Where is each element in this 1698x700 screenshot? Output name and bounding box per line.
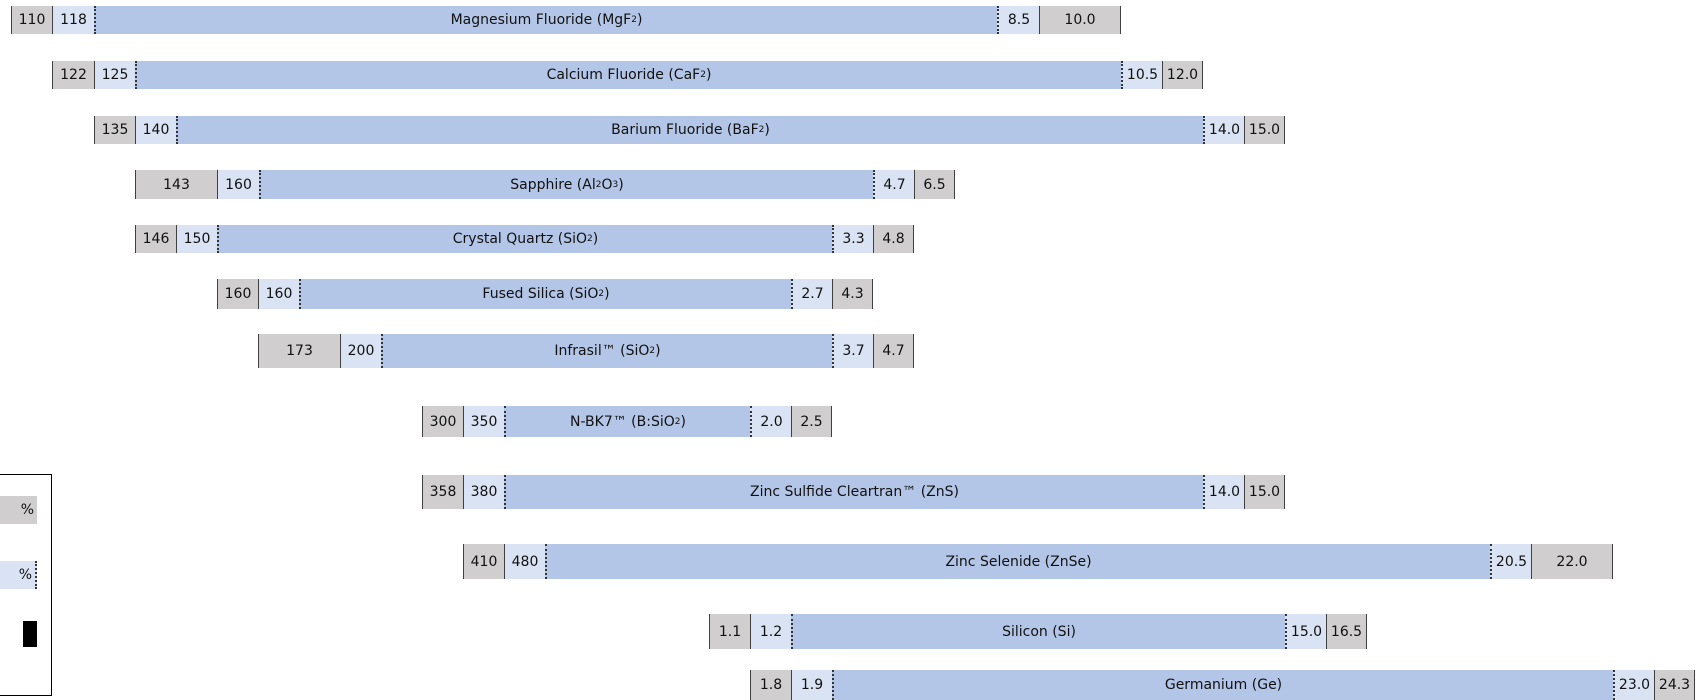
bar-outer-end-6: 4.7	[873, 334, 914, 368]
bar-outer-start-7: 300	[422, 406, 463, 437]
bar-outer-end-7: 2.5	[791, 406, 832, 437]
bar-inner-start-7: 350	[463, 406, 504, 437]
legend-item-black	[23, 620, 37, 648]
bar-inner-end-5: 2.7	[791, 279, 832, 309]
bar-outer-start-2: 135	[94, 116, 135, 144]
bar-inner-start-4: 150	[176, 225, 217, 253]
bar-outer-start-9: 410	[463, 544, 504, 579]
bar-inner-start-8: 380	[463, 475, 504, 509]
bar-outer-end-0: 10.0	[1039, 6, 1121, 34]
bar-inner-start-5: 160	[258, 279, 299, 309]
bar-outer-end-2: 15.0	[1244, 116, 1285, 144]
bar-outer-start-11: 1.8	[750, 670, 791, 700]
legend-item-outer-label: %	[20, 502, 34, 518]
bar-inner-end-10: 15.0	[1285, 614, 1326, 649]
legend-item-outer	[0, 496, 37, 524]
bar-outer-end-1: 12.0	[1162, 61, 1203, 89]
bar-inner-end-2: 14.0	[1203, 116, 1244, 144]
bar-outer-end-8: 15.0	[1244, 475, 1285, 509]
bar-outer-end-10: 16.5	[1326, 614, 1367, 649]
legend-item-inner	[0, 561, 37, 589]
bar-outer-start-8: 358	[422, 475, 463, 509]
bar-inner-start-9: 480	[504, 544, 545, 579]
bar-outer-start-3: 143	[135, 170, 217, 199]
bar-main-2: Barium Fluoride (BaF 2 )	[176, 116, 1203, 144]
bar-outer-end-4: 4.8	[873, 225, 914, 253]
bar-inner-end-6: 3.7	[832, 334, 873, 368]
bar-inner-end-7: 2.0	[750, 406, 791, 437]
bar-main-8: Zinc Sulfide Cleartran™ (ZnS)	[504, 475, 1203, 509]
bar-outer-start-5: 160	[217, 279, 258, 309]
bar-main-9: Zinc Selenide (ZnSe)	[545, 544, 1490, 579]
bar-main-7: N-BK7™ (B:SiO 2 )	[504, 406, 750, 437]
bar-main-3: Sapphire (Al 2 O 3 )	[259, 170, 873, 199]
bar-main-6: Infrasil™ (SiO 2 )	[381, 334, 832, 368]
legend-item-inner-label: %	[18, 567, 32, 583]
bar-main-1: Calcium Fluoride (CaF 2 )	[135, 61, 1121, 89]
bar-inner-end-11: 23.0	[1613, 670, 1654, 700]
bar-inner-end-8: 14.0	[1203, 475, 1244, 509]
bar-inner-end-9: 20.5	[1490, 544, 1531, 579]
chart-legend	[0, 474, 52, 696]
bar-inner-start-2: 140	[135, 116, 176, 144]
bar-outer-end-5: 4.3	[832, 279, 873, 309]
bar-inner-end-0: 8.5	[997, 6, 1039, 34]
bar-inner-start-11: 1.9	[791, 670, 832, 700]
bar-outer-start-10: 1.1	[709, 614, 750, 649]
bar-main-5: Fused Silica (SiO 2 )	[299, 279, 791, 309]
bar-outer-start-4: 146	[135, 225, 176, 253]
bar-inner-end-3: 4.7	[873, 170, 914, 199]
bar-inner-start-0: 118	[52, 6, 94, 34]
legend-black-swatch	[23, 621, 37, 647]
bar-main-4: Crystal Quartz (SiO 2 )	[217, 225, 832, 253]
bar-inner-end-4: 3.3	[832, 225, 873, 253]
bar-outer-end-11: 24.3	[1654, 670, 1695, 700]
bar-inner-start-3: 160	[217, 170, 259, 199]
bar-inner-start-6: 200	[340, 334, 381, 368]
bar-outer-start-6: 173	[258, 334, 340, 368]
bar-outer-end-9: 22.0	[1531, 544, 1613, 579]
bar-main-10: Silicon (Si)	[791, 614, 1285, 649]
bar-inner-end-1: 10.5	[1121, 61, 1162, 89]
bar-inner-start-10: 1.2	[750, 614, 791, 649]
bar-outer-start-0: 110	[11, 6, 52, 34]
bar-inner-start-1: 125	[94, 61, 135, 89]
bar-outer-start-1: 122	[52, 61, 94, 89]
bar-outer-end-3: 6.5	[914, 170, 955, 199]
bar-main-0: Magnesium Fluoride (MgF 2 )	[94, 6, 997, 34]
bar-main-11: Germanium (Ge)	[832, 670, 1613, 700]
